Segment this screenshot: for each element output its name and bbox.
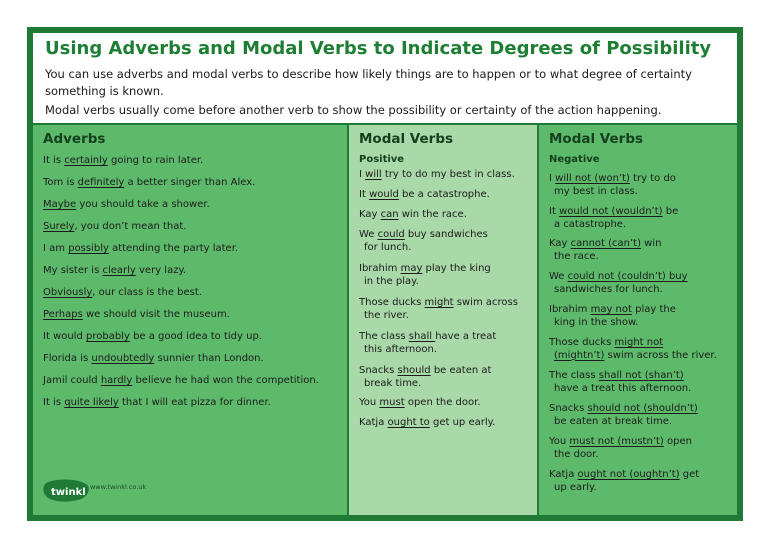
example-line — [549, 304, 676, 315]
example-text: My sister is — [43, 265, 103, 276]
positive-example — [359, 297, 518, 322]
example-text: I am — [43, 243, 69, 254]
example-text: Tom is — [43, 177, 78, 188]
example-text: try to do my best in class. — [381, 169, 515, 180]
example-text: be a good idea to tidy up. — [129, 331, 262, 342]
example-text: play the — [631, 304, 676, 315]
example-text: open — [663, 436, 692, 447]
adverbs-column — [33, 125, 347, 515]
negative-example — [549, 370, 691, 395]
example-text: up early. — [554, 481, 597, 493]
svg-text:twinkl: twinkl — [51, 487, 86, 498]
example-keyword: undoubtedly — [91, 353, 155, 364]
adverb-example — [43, 397, 271, 410]
example-line — [359, 263, 491, 274]
example-text: win — [641, 238, 662, 249]
example-text: sandwiches for lunch. — [554, 283, 663, 295]
example-text: You — [549, 436, 570, 447]
example-text: Katja — [549, 469, 578, 480]
example-text: We — [359, 229, 378, 240]
example-line — [43, 199, 210, 210]
adverb-example — [43, 331, 262, 344]
example-text: the river. — [364, 309, 409, 321]
example-text: The class — [359, 331, 409, 342]
example-text: break time. — [364, 377, 422, 389]
website-url: www.twinkl.co.uk — [90, 483, 147, 491]
example-line — [43, 155, 203, 166]
example-line — [43, 177, 255, 188]
example-text: Ibrahim — [549, 304, 591, 315]
example-line — [549, 206, 678, 217]
example-line — [549, 436, 692, 447]
example-keyword: must — [379, 397, 405, 408]
example-line — [43, 331, 262, 342]
example-keyword: hardly — [100, 375, 133, 386]
example-text: going to rain later. — [107, 155, 204, 166]
adverb-example — [43, 221, 186, 234]
twinkl-logo — [42, 478, 114, 504]
example-line — [549, 173, 676, 184]
example-text: try to do — [629, 173, 676, 184]
example-line — [43, 287, 202, 298]
example-text: It — [359, 189, 370, 200]
example-keyword: probably — [86, 331, 130, 342]
adverb-example — [43, 177, 255, 190]
positive-title: Modal Verbs — [359, 131, 454, 147]
example-text: Those ducks — [549, 337, 615, 348]
example-line — [549, 337, 663, 348]
example-text: in the play. — [364, 275, 419, 287]
adverb-example — [43, 199, 210, 212]
example-keyword: should not (shouldn’t) — [587, 403, 698, 414]
example-line-2 — [549, 416, 698, 429]
example-text: Snacks — [359, 365, 398, 376]
example-text: swim across — [453, 297, 518, 308]
example-text: Kay — [359, 209, 381, 220]
adverb-example — [43, 265, 186, 278]
example-keyword: could — [377, 229, 405, 240]
example-keyword: Maybe — [43, 199, 77, 210]
example-text: swim across the river. — [604, 349, 717, 361]
example-text: The class — [549, 370, 599, 381]
example-keyword: cannot (can’t) — [570, 238, 641, 249]
example-line-2 — [549, 251, 661, 264]
example-keyword: may not — [590, 304, 632, 315]
negative-example — [549, 206, 678, 231]
example-line — [359, 365, 491, 376]
example-keyword: Perhaps — [43, 309, 83, 320]
example-text: attending the party later. — [108, 243, 239, 254]
positive-example — [359, 397, 481, 410]
example-text: be — [662, 206, 679, 217]
example-line — [43, 309, 230, 320]
intro-line-3: Modal verbs usually come before another verb to show the possibility or certainty of the action happening. — [45, 103, 662, 117]
example-keyword: certainly — [64, 155, 108, 166]
example-keyword: shall — [408, 331, 436, 342]
adverb-example — [43, 309, 230, 322]
example-text: a better singer than Alex. — [124, 177, 256, 188]
example-line — [43, 243, 238, 254]
example-text: you should take a shower. — [76, 199, 210, 210]
example-line — [43, 265, 186, 276]
example-line — [359, 169, 515, 180]
adverb-example — [43, 375, 319, 388]
adverbs-title: Adverbs — [43, 131, 106, 147]
example-keyword: will not (won’t) — [555, 173, 630, 184]
example-text: be a catastrophe. — [398, 189, 490, 200]
intro-line-2: something is known. — [45, 84, 164, 98]
negative-example — [549, 469, 699, 494]
example-line-2 — [359, 242, 488, 255]
example-keyword: must not (mustn’t) — [569, 436, 664, 447]
positive-example — [359, 189, 490, 202]
example-keyword: might — [424, 297, 454, 308]
example-text: a catastrophe. — [554, 218, 627, 230]
example-line — [549, 469, 699, 480]
intro-line-1: You can use adverbs and modal verbs to describe how likely things are to happen or to what degree of certainty — [45, 67, 692, 81]
example-text: have a treat — [435, 331, 497, 342]
example-line — [549, 403, 698, 414]
example-text: I — [549, 173, 556, 184]
positive-example — [359, 169, 515, 182]
example-text: open the door. — [404, 397, 481, 408]
example-keyword: possibly — [68, 243, 109, 254]
example-text: I — [359, 169, 366, 180]
example-text: We — [549, 271, 568, 282]
example-line-2 — [359, 310, 518, 323]
example-line — [43, 375, 319, 386]
example-text: sunnier than London. — [154, 353, 264, 364]
example-keyword: quite likely — [64, 397, 119, 408]
example-text: be eaten at break time. — [554, 415, 673, 427]
example-text: It would — [43, 331, 86, 342]
example-keyword: can — [380, 209, 399, 220]
example-line — [549, 238, 661, 249]
page-title: Using Adverbs and Modal Verbs to Indicate Degrees of Possibility — [45, 38, 712, 59]
example-text: Ibrahim — [359, 263, 401, 274]
example-line — [43, 397, 271, 408]
example-text: Kay — [549, 238, 571, 249]
example-text: have a treat this afternoon. — [554, 382, 692, 394]
header — [33, 33, 737, 123]
adverb-example — [43, 155, 203, 168]
example-line — [359, 417, 495, 428]
example-text: get — [679, 469, 700, 480]
adverb-example — [43, 287, 202, 300]
example-line — [43, 353, 264, 364]
example-text: It — [549, 206, 560, 217]
adverb-example — [43, 243, 238, 256]
example-line-2 — [359, 276, 491, 289]
example-text: be eaten at — [430, 365, 492, 376]
example-text: king in the show. — [554, 316, 639, 328]
example-line-2 — [549, 284, 688, 297]
negative-example — [549, 403, 698, 428]
positive-example — [359, 365, 491, 390]
positive-column — [349, 125, 537, 515]
negative-example — [549, 238, 661, 263]
example-line-2 — [549, 449, 692, 462]
example-line-2 — [359, 344, 496, 357]
example-text: get up early. — [429, 417, 496, 428]
example-text: , you don’t mean that. — [74, 221, 187, 232]
example-keyword: (mightn’t) — [554, 349, 605, 361]
example-text: Katja — [359, 417, 388, 428]
example-keyword: Obviously — [43, 287, 93, 298]
example-keyword: might not — [614, 337, 664, 348]
example-keyword: would — [369, 189, 399, 200]
example-text: Jamil could — [43, 375, 101, 386]
example-text: buy sandwiches — [404, 229, 488, 240]
example-text: very lazy. — [135, 265, 187, 276]
example-line-2 — [549, 186, 676, 199]
example-keyword: clearly — [102, 265, 136, 276]
example-keyword: ought to — [387, 417, 430, 428]
example-text: for lunch. — [364, 241, 412, 253]
example-line-2 — [549, 317, 676, 330]
example-text: we should visit the museum. — [82, 309, 230, 320]
example-keyword: may — [400, 263, 423, 274]
example-keyword: will — [365, 169, 382, 180]
example-text: play the king — [422, 263, 491, 274]
example-keyword: ought not (oughtn’t) — [577, 469, 680, 480]
positive-example — [359, 417, 495, 430]
negative-title: Modal Verbs — [549, 131, 644, 147]
example-line-2 — [359, 378, 491, 391]
negative-subtitle: Negative — [549, 154, 600, 165]
negative-example — [549, 436, 692, 461]
example-line-2 — [549, 350, 717, 363]
negative-example — [549, 337, 717, 362]
positive-example — [359, 263, 491, 288]
example-keyword: Surely — [43, 221, 75, 232]
example-line-2 — [549, 219, 678, 232]
positive-example — [359, 229, 488, 254]
positive-subtitle: Positive — [359, 154, 405, 165]
example-keyword: could not (couldn’t) buy — [567, 271, 688, 282]
example-text: the door. — [554, 448, 599, 460]
example-keyword: shall not (shan’t) — [598, 370, 684, 381]
example-line — [359, 209, 467, 220]
example-keyword: would not (wouldn’t) — [559, 206, 663, 217]
example-text: the race. — [554, 250, 599, 262]
negative-column — [539, 125, 737, 515]
example-text: that I will eat pizza for dinner. — [118, 397, 271, 408]
example-text: believe he had won the competition. — [132, 375, 319, 386]
example-line — [359, 297, 518, 308]
example-text: Florida is — [43, 353, 92, 364]
example-text: You — [359, 397, 380, 408]
example-text: Snacks — [549, 403, 588, 414]
example-text: It is — [43, 155, 65, 166]
negative-example — [549, 173, 676, 198]
positive-example — [359, 331, 496, 356]
example-text: this afternoon. — [364, 343, 437, 355]
example-line-2 — [549, 482, 699, 495]
example-line-2 — [549, 383, 691, 396]
example-line — [549, 271, 688, 282]
example-line — [359, 331, 496, 342]
negative-example — [549, 304, 676, 329]
example-text: , our class is the best. — [92, 287, 202, 298]
example-text: win the race. — [398, 209, 467, 220]
example-text: Those ducks — [359, 297, 425, 308]
example-line — [359, 397, 481, 408]
example-line — [549, 370, 684, 381]
example-text: It is — [43, 397, 65, 408]
example-keyword: should — [397, 365, 431, 376]
negative-example — [549, 271, 688, 296]
example-text: my best in class. — [554, 185, 638, 197]
example-line — [359, 189, 490, 200]
example-keyword: definitely — [77, 177, 125, 188]
positive-example — [359, 209, 467, 222]
example-line — [43, 221, 186, 232]
adverb-example — [43, 353, 264, 366]
example-line — [359, 229, 488, 240]
